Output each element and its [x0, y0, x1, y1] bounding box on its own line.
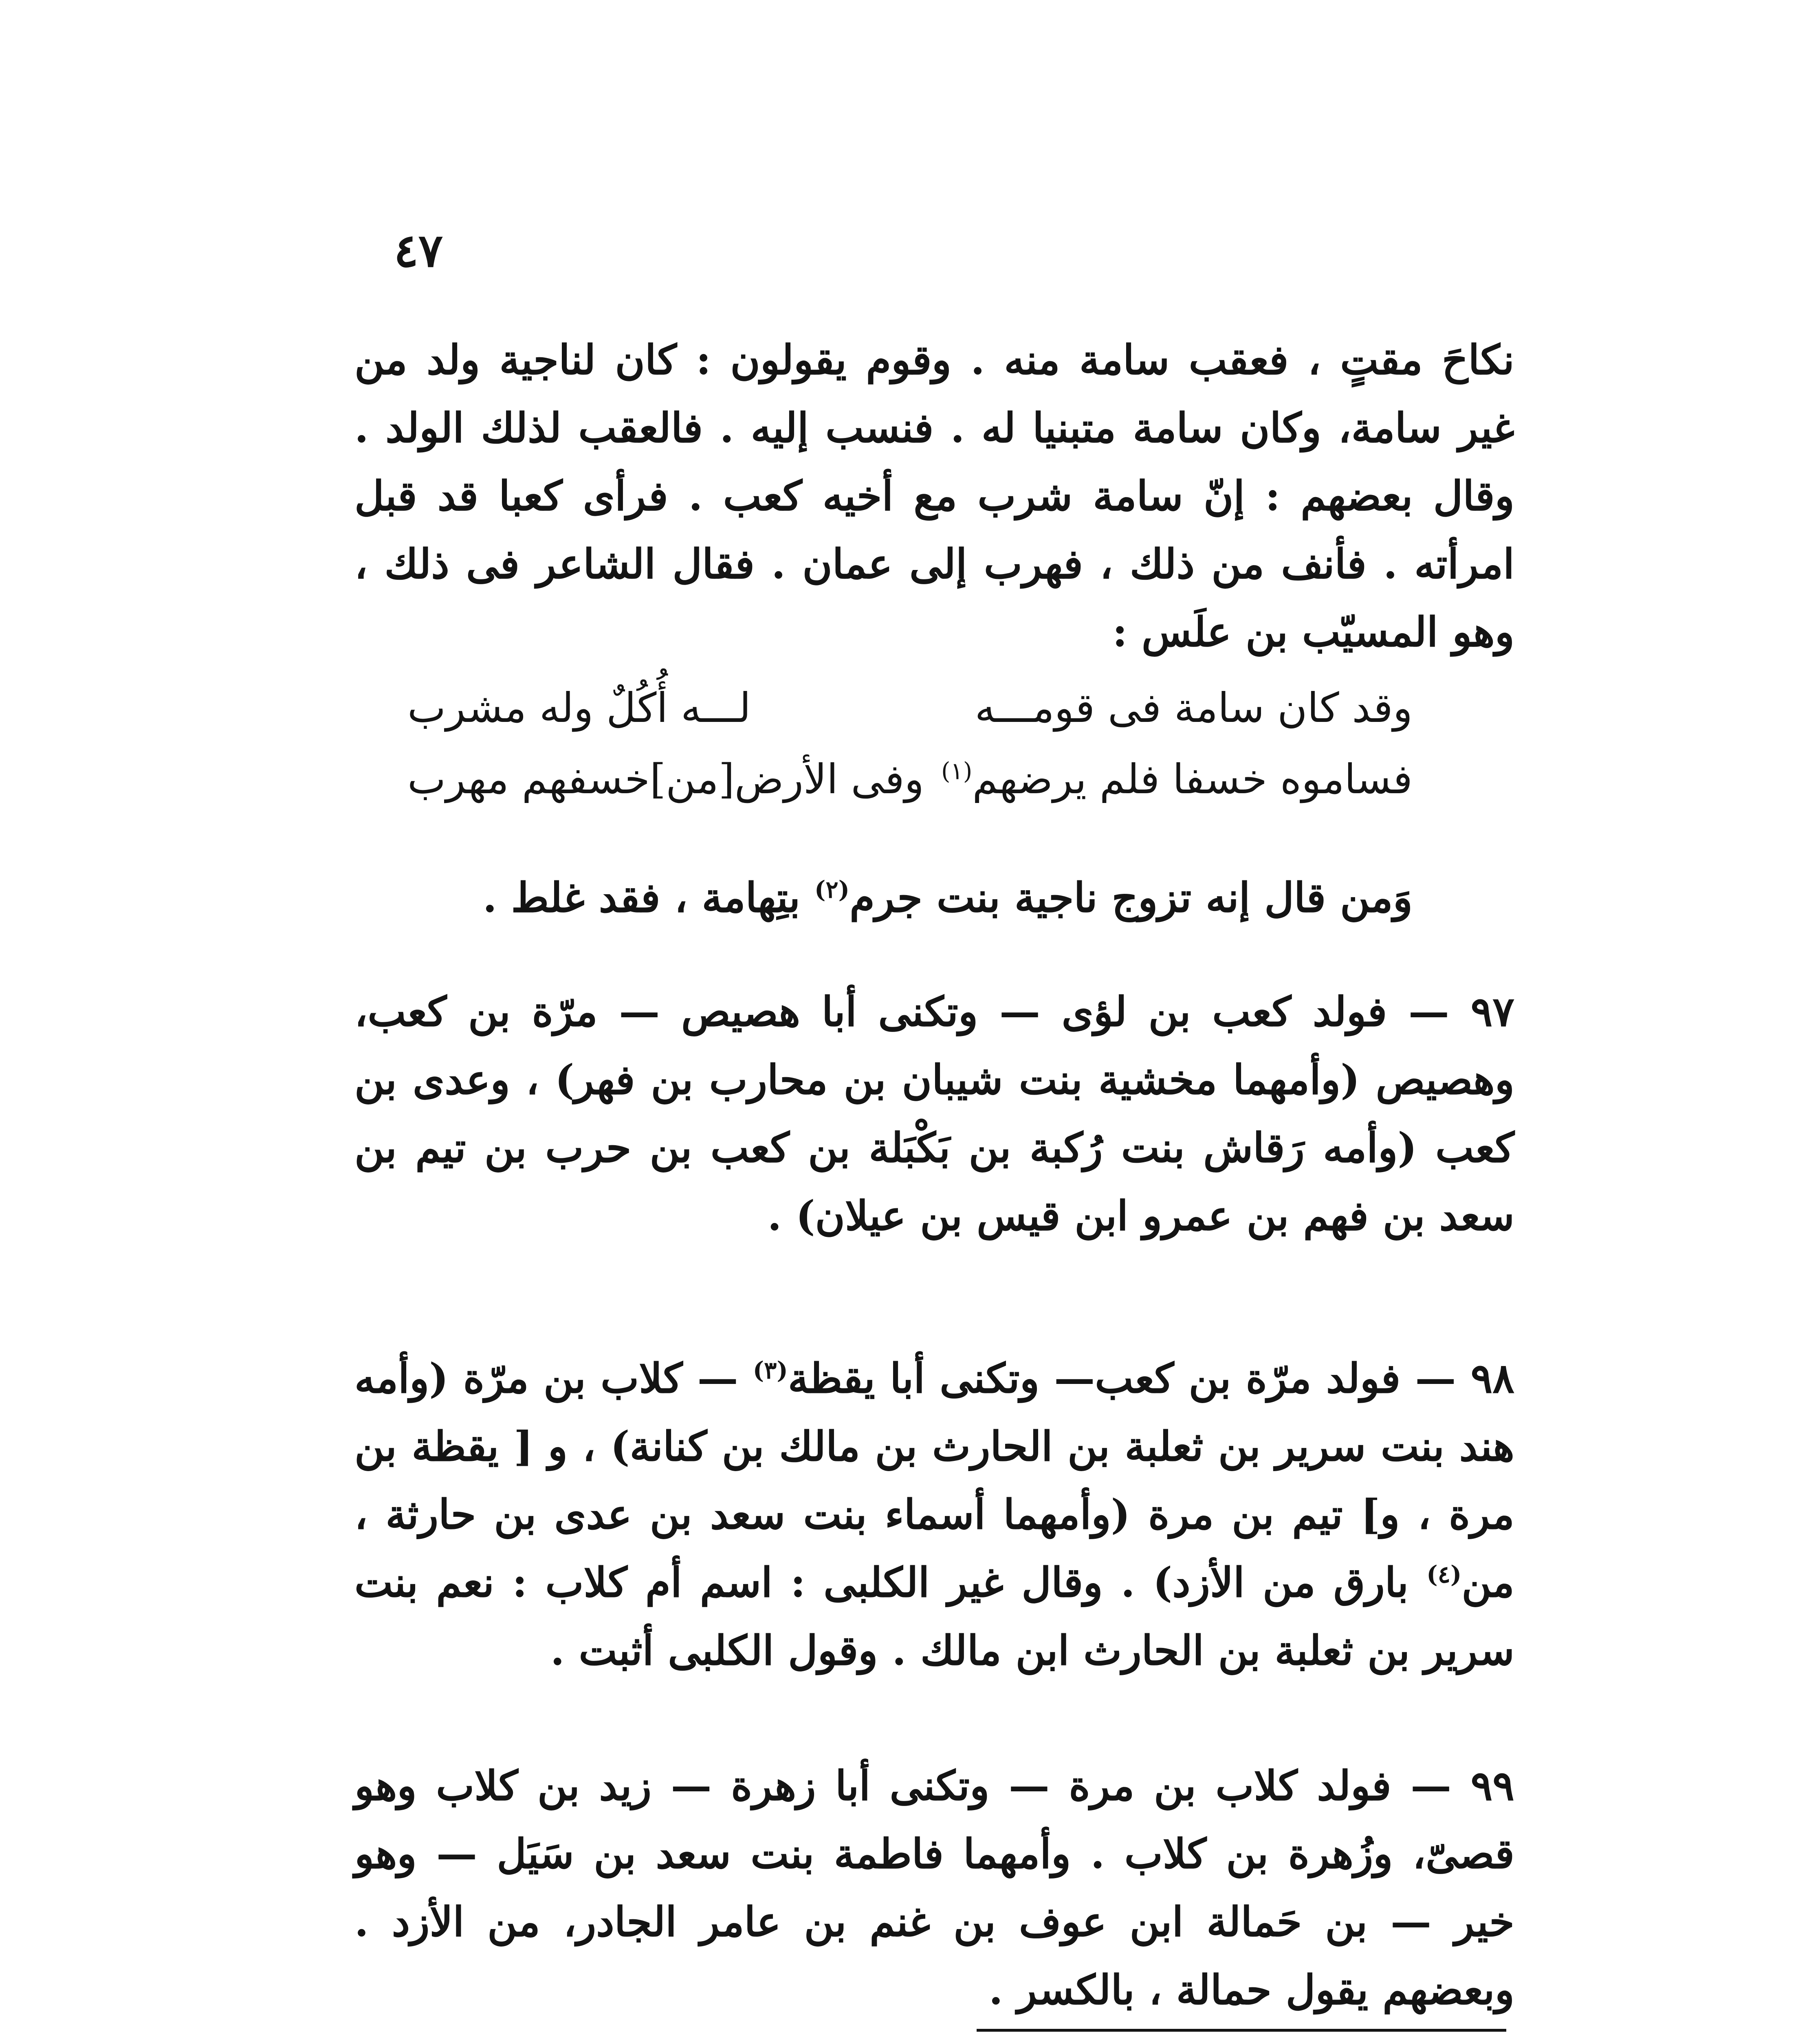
paragraph-text-part: بارق من الأزد) . وقال غير الكلبى : اسم أم كلاب : نعم بنت سرير بن ثعلبة بن الحارث ابن مالك . وقول الكلبى أثبت .	[354, 1558, 1514, 1674]
footnote-ref: (٤)	[1426, 1560, 1462, 1588]
paragraph-97	[354, 978, 1514, 1250]
verse-line	[407, 672, 1413, 744]
footnote-ref: (٣)	[753, 1356, 788, 1384]
paragraph-99	[354, 1752, 1514, 2024]
verse-hemistich-first	[941, 744, 1413, 815]
verse-hemistich-second: لـــه أُكُلٌ وله مشرب	[407, 684, 751, 732]
paragraph-text: نكاحَ مقتٍ ، فعقب سامة منه . وقوم يقولون : كان لناجية ولد من غير سامة، وكان سامة متبنيا له . فنسب إليه . فالعقب لذلك الولد . وقال بعضهم : إنّ سامة شرب مع أخيه كعب . فرأى كعبا قد قبل امرأته . فأنف من ذلك ، فهرب إلى عمان . فقال الشاعر فى ذلك ، وهو المسيّب بن علَس :	[354, 336, 1514, 656]
paragraph-text: ٩٧ — فولد كعب بن لؤى — وتكنى أبا هصيص — مرّة بن كعب، وهصيص (وأمهما مخشية بنت شيبان بن محارب بن فهر) ، وعدى بن كعب (وأمه رَقاش بنت رُكبة بن بَكْبَلة بن كعب بن حرب بن تيم بن سعد بن فهم بن عمرو ابن قيس بن عيلان) .	[354, 988, 1514, 1240]
footnote-ref: (٢)	[814, 876, 850, 904]
paragraph-marriage	[354, 864, 1413, 932]
verse-text: فساموه خسفا فلم يرضهم	[972, 755, 1413, 803]
paragraph-text	[354, 864, 1413, 932]
footnote-ref: (١)	[941, 757, 973, 785]
verse-line	[407, 744, 1413, 815]
paragraph-intro	[354, 326, 1514, 666]
footnote-divider	[977, 2029, 1506, 2032]
poem-verse	[407, 672, 1413, 815]
page-number: ٤٧	[394, 224, 443, 277]
paragraph-text-part: ٩٨ — فولد مرّة بن كعب— وتكنى أبا يقظة	[788, 1354, 1514, 1402]
verse-hemistich-second: وفى الأرض[من]خسفهم مهرب	[407, 755, 924, 803]
paragraph-text	[354, 1344, 1514, 1685]
paragraph-text: ٩٩ — فولد كلاب بن مرة — وتكنى أبا زهرة — زيد بن كلاب وهو قصىّ، وزُهرة بن كلاب . وأمهما فاطمة بنت سعد بن سَيَل — وهو خير — بن حَمالة ابن عوف بن غنم بن عامر الجادر، من الأزد . وبعضهم يقول حمالة ، بالكسر .	[354, 1762, 1514, 2014]
paragraph-text-part: وَمن قال إنه تزوج ناجية بنت جرم	[849, 873, 1413, 922]
paragraph-text-part: بتِهامة ، فقد غلط .	[482, 873, 815, 922]
paragraph-98	[354, 1344, 1514, 1685]
verse-hemistich-first: وقد كان سامة فى قومـــه	[975, 684, 1413, 732]
paragraph-text-part: — كلاب بن مرّة (وأمه هند بنت سرير بن ثعلبة بن الحارث بن مالك بن كنانة) ، و [ يقظة بن مرة ، و] تيم بن مرة (وأمهما أسماء بنت سعد بن عدى بن حارثة ، من	[354, 1354, 1514, 1606]
